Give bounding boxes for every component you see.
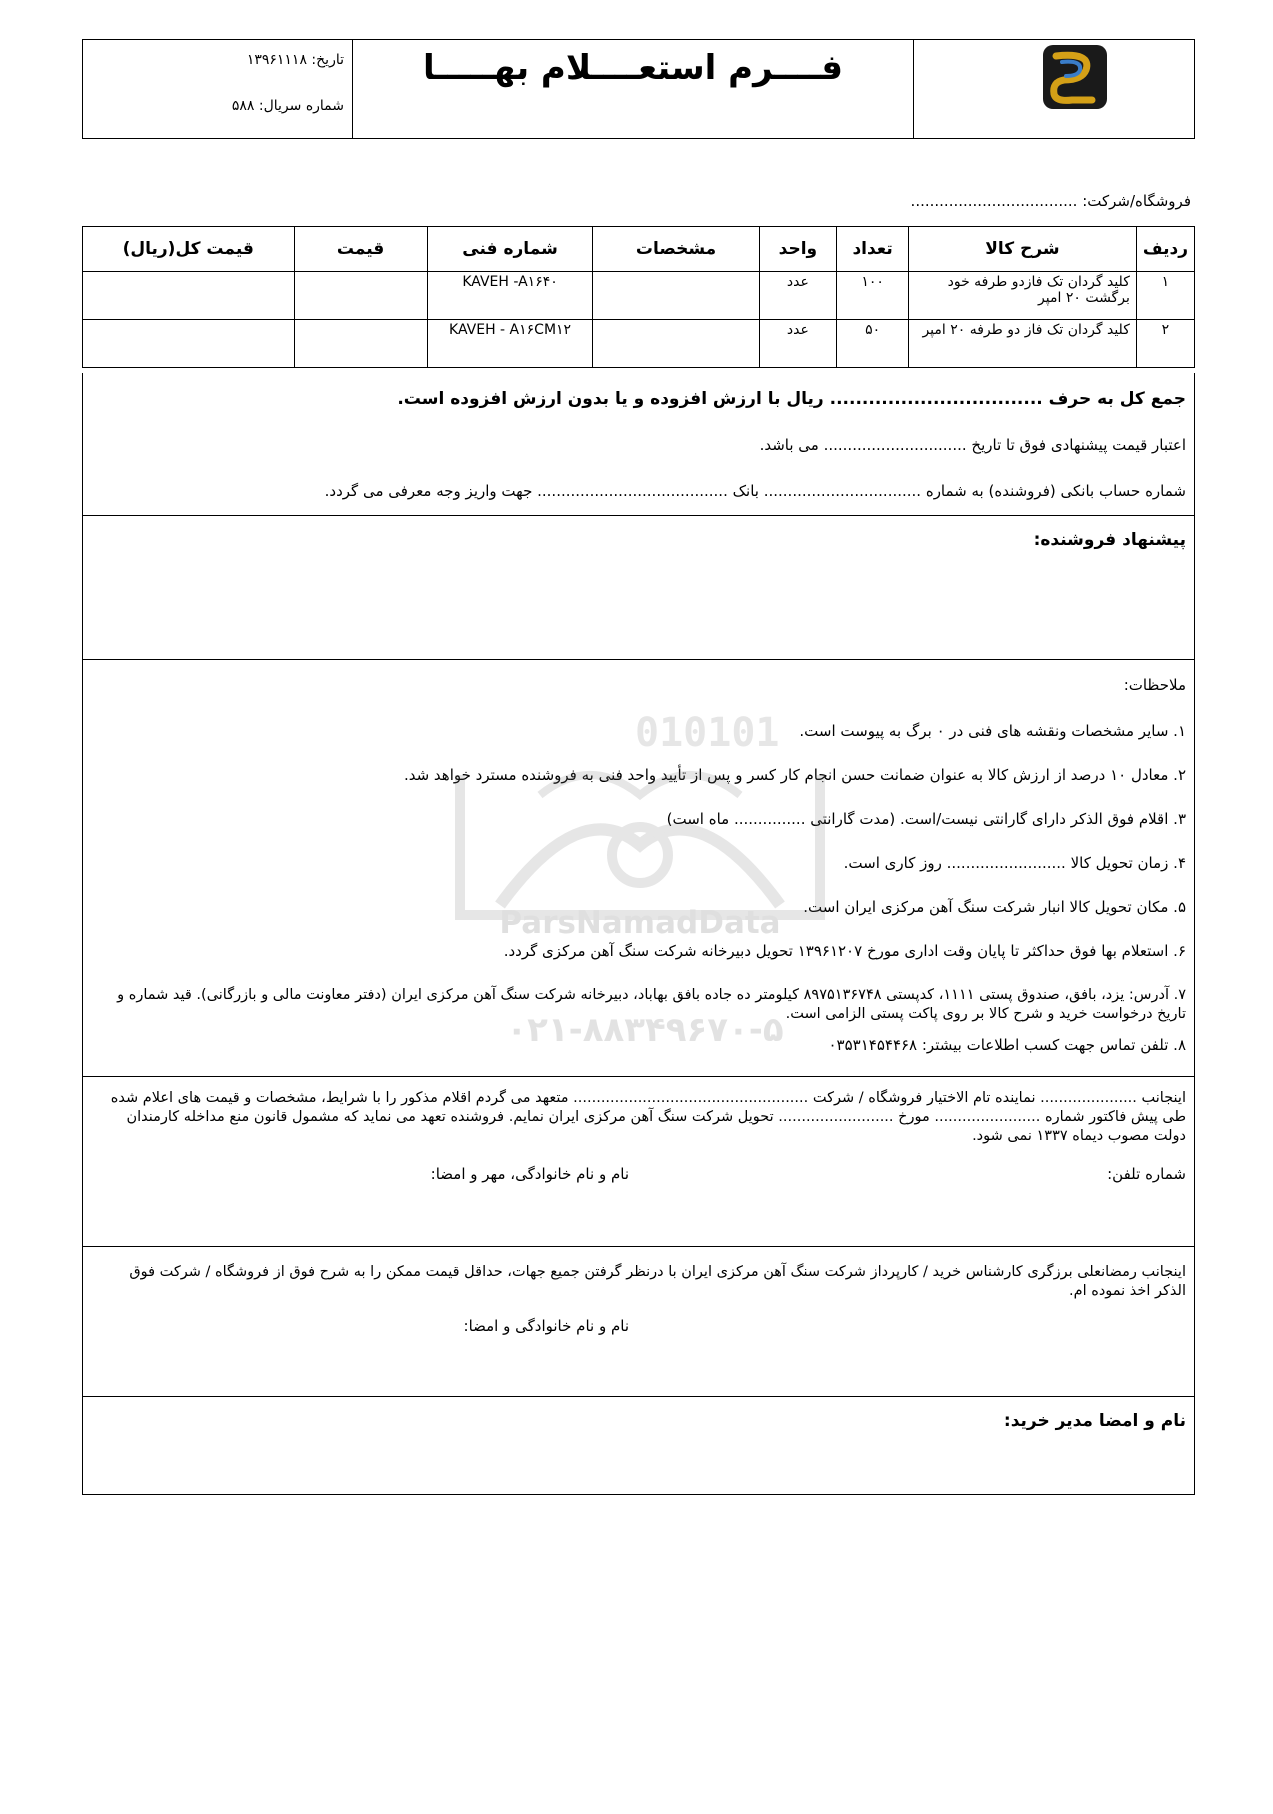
- table-row: [83, 320, 1195, 368]
- note-item: ۷. آدرس: یزد، بافق، صندوق پستی ۱۱۱۱، کدپستی ۸۹۷۵۱۳۶۷۴۸ کیلومتر ده جاده بافق بهاباد، دبیرخانه شرکت سنگ آهن مرکزی ایران (دفتر معاونت مالی و بازرگانی). قید شماره و تاریخ درخواست خرید و شرح کالا بر روی پاکت پستی الزامی است.: [117, 987, 1186, 1022]
- item-price[interactable]: [294, 320, 427, 368]
- manager-signature-label: نام و امضا مدیر خرید:: [1003, 1411, 1186, 1431]
- item-price[interactable]: [294, 272, 427, 320]
- item-description: کلید گردان تک فاز دو طرفه ۲۰ امپر: [909, 320, 1137, 368]
- col-header: مشخصات: [593, 227, 759, 272]
- buyer-commitment-text: اینجانب رمضانعلی برزگری کارشناس خرید / کارپرداز شرکت سنگ آهن مرکزی ایران با درنظر گرفتن جمیع جهات، حداقل قیمت ممکن را به شرح فوق از فروشگاه / شرکت فوق الذکر اخذ نموده ام.: [129, 1264, 1186, 1299]
- note-item: ۲. معادل ۱۰ درصد از ارزش کالا به عنوان ضمانت حسن انجام کار کسر و پس از تأیید واحد فنی به فروشنده مسترد خواهد شد.: [403, 766, 1186, 784]
- notes-section: [82, 660, 1195, 1077]
- col-header: شماره فنی: [427, 227, 593, 272]
- buyer-signature-label: نام و نام خانوادگی و امضا:: [463, 1317, 629, 1335]
- note-item: ۴. زمان تحویل کالا ......................... روز کاری است.: [843, 854, 1186, 872]
- item-total[interactable]: [83, 320, 295, 368]
- note-item: ۱. سایر مشخصات ونقشه های فنی در ۰ برگ به پیوست است.: [799, 722, 1186, 740]
- logo-cell: [913, 40, 1194, 138]
- col-header: ردیف: [1136, 227, 1194, 272]
- note-item: ۳. اقلام فوق الذکر دارای گارانتی نیست/است. (مدت گارانتی ............... ماه است): [666, 810, 1186, 828]
- title-cell: [352, 40, 913, 138]
- watermark-digits: 010101: [635, 710, 780, 756]
- vendor-commitment-text: اینجانب ..................... نماینده تام الاختیار فروشگاه / شرکت ................................................... متعهد می گردم اقلام مذکور را با شرایط، مشخصات و قیمت های اعلام شده طی پیش فاکتور شماره ....................... مورخ ......................... تحویل شرکت سنگ آهن مرکزی ایران نمایم. فروشنده تعهد می نماید که مشمول قانون منع مداخله کارمندان دولت مصوب دیماه ۱۳۳۷ نمی شود.: [110, 1090, 1186, 1144]
- vendor-commitment-section: [82, 1077, 1195, 1247]
- note-item: ۶. استعلام بها فوق حداکثر تا پایان وقت اداری مورخ ۱۳۹۶۱۲۰۷ تحویل دبیرخانه شرکت سنگ آهن مرکزی گردد.: [503, 942, 1186, 960]
- item-spec[interactable]: [593, 320, 759, 368]
- form-title: فــــرم استعــــلام بهـــــا: [423, 48, 843, 88]
- bank-account-line: شماره حساب بانکی (فروشنده) به شماره ................................. بانک ........................................ جهت واریز وجه معرفی می گردد.: [324, 482, 1186, 500]
- items-table: [82, 226, 1195, 368]
- item-tech-number: KAVEH -A۱۶۴۰: [427, 272, 593, 320]
- row-number: ۱: [1136, 272, 1194, 320]
- notes-heading: ملاحظات:: [1123, 676, 1186, 694]
- item-total[interactable]: [83, 272, 295, 320]
- col-header: قیمت کل(ریال): [83, 227, 295, 272]
- col-header: قیمت: [294, 227, 427, 272]
- col-header: تعداد: [837, 227, 909, 272]
- item-unit: عدد: [759, 272, 837, 320]
- vendor-signature-label: نام و نام خانوادگی، مهر و امضا:: [430, 1165, 629, 1183]
- seller-offer-label: پیشنهاد فروشنده:: [1033, 530, 1186, 550]
- date-label: تاریخ: ۱۳۹۶۱۱۱۸: [246, 52, 344, 68]
- totals-section: [82, 373, 1195, 516]
- table-header-row: [83, 227, 1195, 272]
- item-description: کلید گردان تک فازدو طرفه خود برگشت ۲۰ امپر: [909, 272, 1137, 320]
- phone-label: شماره تلفن:: [1107, 1165, 1186, 1183]
- validity-line: اعتبار قیمت پیشنهادی فوق تا تاریخ .............................. می باشد.: [759, 436, 1186, 454]
- item-quantity: ۱۰۰: [837, 272, 909, 320]
- item-spec[interactable]: [593, 272, 759, 320]
- item-tech-number: KAVEH - A۱۶CM۱۲: [427, 320, 593, 368]
- serial-label: شماره سریال: ۵۸۸: [231, 98, 344, 114]
- company-logo-icon: [1042, 44, 1108, 110]
- item-quantity: ۵۰: [837, 320, 909, 368]
- sum-in-words: جمع کل به حرف ................................. ریال با ارزش افزوده و یا بدون ارزش افزوده است.: [397, 389, 1186, 409]
- form-header: [82, 39, 1195, 139]
- watermark-phone: ۰۲۱-۸۸۳۴۹۶۷۰-۵: [506, 1010, 784, 1050]
- row-number: ۲: [1136, 320, 1194, 368]
- seller-offer-section[interactable]: [82, 516, 1195, 660]
- col-header: واحد: [759, 227, 837, 272]
- table-row: [83, 272, 1195, 320]
- manager-section: [82, 1397, 1195, 1495]
- note-item: ۵. مکان تحویل کالا انبار شرکت سنگ آهن مرکزی ایران است.: [803, 898, 1186, 916]
- meta-cell: [83, 40, 352, 138]
- buyer-commitment-section: [82, 1247, 1195, 1397]
- watermark-brand: ParsNamadData: [499, 905, 781, 941]
- note-item: ۸. تلفن تماس جهت کسب اطلاعات بیشتر: ۰۳۵۳۱۴۵۴۴۶۸: [828, 1036, 1186, 1054]
- col-header: شرح کالا: [909, 227, 1137, 272]
- shop-line: فروشگاه/شرکت: ...................................: [910, 192, 1191, 210]
- item-unit: عدد: [759, 320, 837, 368]
